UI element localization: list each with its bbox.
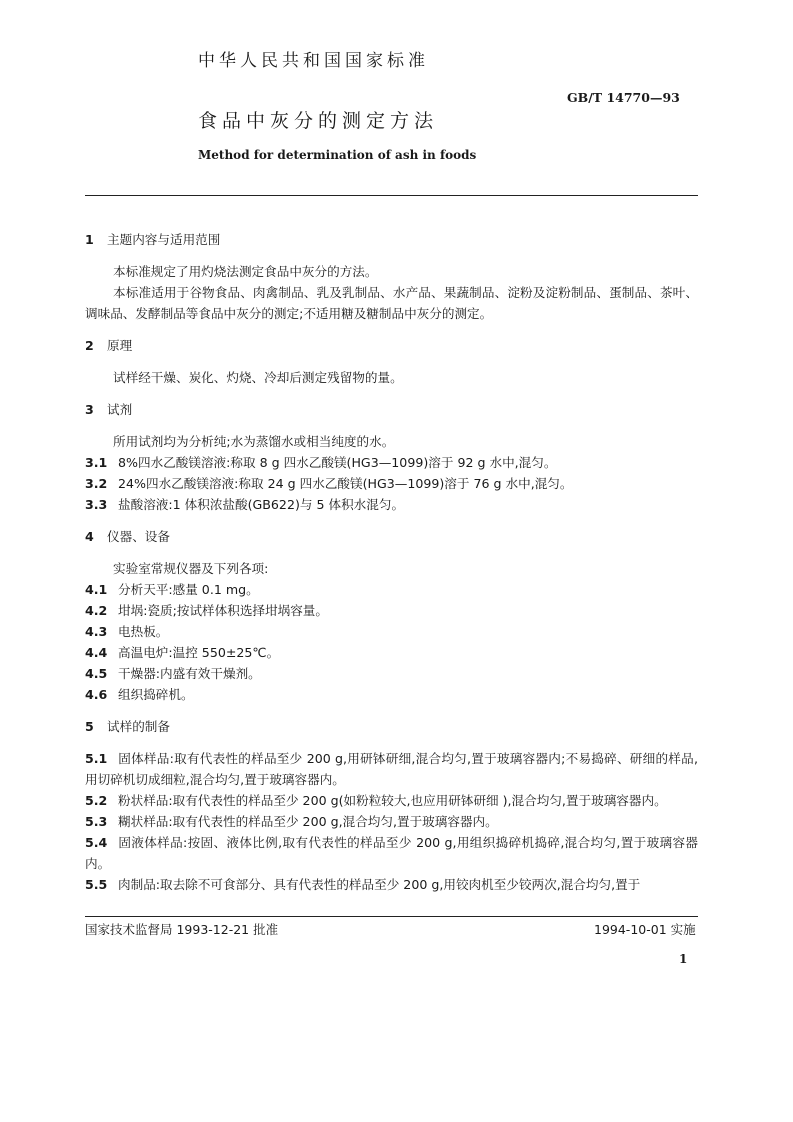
- list-item: [85, 494, 698, 515]
- section-number: 3: [85, 402, 94, 417]
- section-number: 5: [85, 719, 94, 734]
- section-title: 原理: [107, 338, 133, 353]
- list-item: [85, 600, 698, 621]
- section-number: 2: [85, 338, 94, 353]
- item-number: 3.2: [85, 476, 108, 491]
- list-item: [85, 748, 698, 790]
- item-number: 5.3: [85, 814, 108, 829]
- item-text: 肉制品:取去除不可食部分、具有代表性的样品至少 200 g,用铰肉机至少铰两次,混合均匀,置于: [118, 877, 641, 892]
- item-text: 高温电炉:温控 550±25℃。: [118, 645, 280, 660]
- item-number: 5.1: [85, 751, 108, 766]
- list-item: [85, 874, 698, 895]
- bottom-divider: [85, 916, 698, 917]
- section-title: 主题内容与适用范围: [107, 232, 221, 247]
- section-heading: [85, 399, 698, 420]
- list-item: [85, 642, 698, 663]
- item-text: 干燥器:内盛有效干燥剂。: [118, 666, 261, 681]
- item-number: 4.2: [85, 603, 108, 618]
- paragraph: 本标准规定了用灼烧法测定食品中灰分的方法。: [113, 264, 378, 279]
- list-item: [85, 663, 698, 684]
- paragraph: 试样经干燥、炭化、灼烧、冷却后测定残留物的量。: [113, 370, 403, 385]
- item-text: 8%四水乙酸镁溶液:称取 8 g 四水乙酸镁(HG3—1099)溶于 92 g 水中,混匀。: [118, 455, 557, 470]
- item-text: 固体样品:取有代表性的样品至少 200 g,用研钵研细,混合均匀,置于玻璃容器内;不易捣碎、研细的样品,用切碎机切成细粒,混合均匀,置于玻璃容器内。: [85, 751, 698, 787]
- paragraph: 本标准适用于谷物食品、肉禽制品、乳及乳制品、水产品、果蔬制品、淀粉及淀粉制品、蛋制品、茶叶、调味品、发酵制品等食品中灰分的测定;不适用糖及糖制品中灰分的测定。: [85, 285, 698, 321]
- list-item: [85, 832, 698, 874]
- item-text: 盐酸溶液:1 体积浓盐酸(GB622)与 5 体积水混匀。: [118, 497, 405, 512]
- effective-date: 1994-10-01 实施: [594, 922, 696, 937]
- section-title: 试样的制备: [107, 719, 170, 734]
- section-number: 1: [85, 232, 94, 247]
- item-number: 4.3: [85, 624, 108, 639]
- item-number: 4.1: [85, 582, 108, 597]
- list-item: [85, 473, 698, 494]
- item-text: 粉状样品:取有代表性的样品至少 200 g(如粉粒较大,也应用研钵研细 ),混合均匀,置于玻璃容器内。: [118, 793, 667, 808]
- section-heading: [85, 526, 698, 547]
- list-item: [85, 452, 698, 473]
- section-heading: [85, 716, 698, 737]
- section-number: 4: [85, 529, 94, 544]
- standard-code: GB/T 14770—93: [567, 90, 680, 105]
- item-text: 糊状样品:取有代表性的样品至少 200 g,混合均匀,置于玻璃容器内。: [118, 814, 498, 829]
- list-item: [85, 621, 698, 642]
- item-number: 5.2: [85, 793, 108, 808]
- section-heading: [85, 229, 698, 250]
- national-standard-heading: 中华人民共和国国家标准: [198, 51, 429, 71]
- document-body: [85, 229, 698, 895]
- list-item: [85, 811, 698, 832]
- english-title: Method for determination of ash in foods: [198, 148, 477, 162]
- item-number: 3.1: [85, 455, 108, 470]
- top-divider: [85, 195, 698, 196]
- item-text: 坩埚:瓷质;按试样体积选择坩埚容量。: [118, 603, 328, 618]
- item-text: 固液体样品:按固、液体比例,取有代表性的样品至少 200 g,用组织捣碎机捣碎,混合均匀,置于玻璃容器内。: [85, 835, 698, 871]
- list-item: [85, 579, 698, 600]
- item-number: 3.3: [85, 497, 108, 512]
- list-item: [85, 790, 698, 811]
- paragraph: 所用试剂均为分析纯;水为蒸馏水或相当纯度的水。: [113, 434, 395, 449]
- item-text: 24%四水乙酸镁溶液:称取 24 g 四水乙酸镁(HG3—1099)溶于 76 g 水中,混匀。: [118, 476, 573, 491]
- item-text: 组织捣碎机。: [118, 687, 194, 702]
- approval-line: 国家技术监督局 1993-12-21 批准: [85, 922, 279, 937]
- item-number: 5.4: [85, 835, 108, 850]
- paragraph: 实验室常规仪器及下列各项:: [113, 561, 269, 576]
- list-item: [85, 684, 698, 705]
- section-heading: [85, 335, 698, 356]
- item-number: 4.6: [85, 687, 108, 702]
- item-number: 4.5: [85, 666, 108, 681]
- item-number: 4.4: [85, 645, 108, 660]
- item-text: 电热板。: [118, 624, 169, 639]
- section-title: 仪器、设备: [107, 529, 170, 544]
- document-title: 食品中灰分的测定方法: [198, 110, 439, 132]
- page-number: 1: [679, 952, 688, 966]
- section-title: 试剂: [107, 402, 133, 417]
- item-text: 分析天平:感量 0.1 mg。: [118, 582, 259, 597]
- item-number: 5.5: [85, 877, 108, 892]
